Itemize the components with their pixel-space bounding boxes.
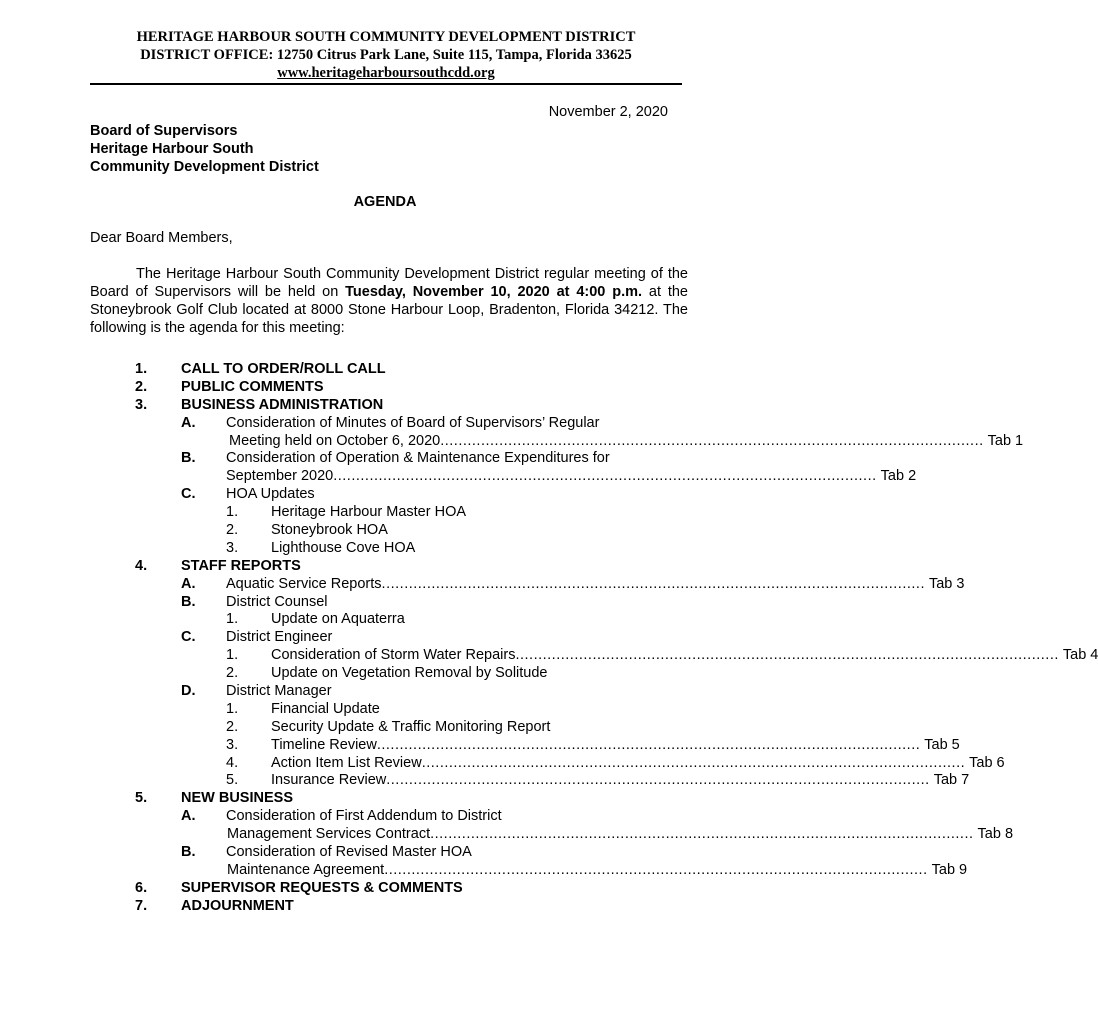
tab-reference: Tab 3	[928, 575, 965, 592]
tab-reference: Tab 5	[924, 736, 960, 753]
subitem-letter: B.	[181, 844, 196, 861]
agenda-subitem	[0, 808, 770, 826]
agenda-item	[0, 880, 770, 898]
tab-reference: Tab 8	[977, 826, 1014, 843]
addressee-line: Heritage Harbour South	[90, 141, 254, 157]
agenda-subsubitem	[0, 522, 770, 540]
subitem-letter: B.	[181, 593, 196, 610]
subitem-text: Consideration of Minutes of Board of Supervisors’ Regular	[226, 414, 600, 431]
agenda-subitem	[0, 683, 770, 701]
leader-dots: ........................................................................................................................	[333, 468, 877, 485]
agenda-subitem-continued	[0, 826, 1014, 844]
agenda-subitem	[0, 415, 770, 433]
item-number: 6.	[135, 879, 148, 896]
district-office-address: DISTRICT OFFICE: 12750 Citrus Park Lane, Suite 115, Tampa, Florida 33625	[140, 47, 632, 63]
subsubitem-text: Update on Aquaterra	[271, 611, 405, 628]
agenda-item	[0, 558, 770, 576]
agenda-subsubitem	[0, 540, 770, 558]
agenda-item	[0, 898, 770, 916]
item-number: 3.	[135, 396, 148, 413]
agenda-subitem-continued	[0, 432, 1024, 451]
subsubitem-number: 1.	[226, 647, 239, 664]
subsubitem-number: 2.	[226, 665, 239, 682]
leader-dots: ........................................................................................................................	[376, 736, 921, 753]
item-number: 5.	[135, 790, 148, 807]
item-number: 2.	[135, 378, 148, 395]
agenda-subitem-continued	[0, 861, 968, 880]
subsubitem-number: 2.	[226, 522, 239, 539]
letter-date: November 2, 2020	[548, 104, 668, 120]
item-number: 1.	[135, 361, 148, 377]
agenda-subsubitem	[0, 647, 1098, 665]
subitem-letter: C.	[181, 629, 196, 646]
agenda-subitem	[0, 575, 965, 594]
agenda-subsubitem	[0, 736, 960, 755]
subitem-text: Meeting held on October 6, 2020	[229, 432, 441, 449]
agenda-heading: AGENDA	[353, 194, 417, 210]
letterhead-divider	[90, 83, 682, 85]
leader-dots: ........................................................................................................................	[440, 432, 984, 449]
subitem-letter: A.	[181, 808, 196, 825]
agenda-item	[0, 379, 770, 397]
agenda-subsubitem	[0, 611, 770, 629]
subitem-text: September 2020	[226, 468, 334, 485]
subsubitem-number: 1.	[226, 504, 239, 521]
subsubitem-text: Timeline Review	[271, 736, 377, 753]
subitem-text: Consideration of Operation & Maintenance Expenditures for	[226, 450, 610, 467]
subsubitem-number: 1.	[226, 700, 239, 717]
subsubitem-number: 3.	[226, 539, 239, 556]
subitem-text: Consideration of Revised Master HOA	[226, 844, 472, 861]
subitem-text: Consideration of First Addendum to District	[226, 808, 502, 825]
subsubitem-text: Stoneybrook HOA	[271, 522, 388, 539]
leader-dots: ........................................................................................................................	[421, 754, 966, 771]
agenda-subitem	[0, 486, 770, 504]
agenda-subitem-continued	[0, 468, 917, 486]
subsubitem-text: Update on Vegetation Removal by Solitude	[271, 665, 548, 682]
leader-dots: ........................................................................................................................	[515, 647, 1059, 664]
item-title: ADJOURNMENT	[181, 897, 294, 914]
subitem-text: Management Services Contract	[227, 826, 431, 843]
agenda-list	[0, 361, 1098, 916]
subsubitem-number: 2.	[226, 718, 239, 735]
subsubitem-number: 5.	[226, 772, 239, 789]
item-title: NEW BUSINESS	[181, 790, 293, 807]
agenda-item	[0, 790, 770, 808]
subsubitem-text: Action Item List Review	[271, 754, 422, 771]
item-number: 4.	[135, 557, 148, 574]
item-number: 7.	[135, 897, 148, 914]
intro-paragraph	[90, 265, 688, 337]
subsubitem-text: Insurance Review	[271, 772, 387, 789]
subsubitem-number: 3.	[226, 736, 239, 753]
leader-dots: ........................................................................................................................	[430, 826, 974, 843]
tab-reference: Tab 6	[969, 754, 1005, 771]
item-title: CALL TO ORDER/ROLL CALL	[181, 361, 386, 377]
subitem-text: District Manager	[226, 683, 332, 700]
agenda-subsubitem	[0, 719, 770, 737]
district-website-link[interactable]: www.heritageharboursouthcdd.org	[277, 65, 495, 81]
item-title: BUSINESS ADMINISTRATION	[181, 396, 384, 413]
tab-reference: Tab 9	[931, 861, 968, 878]
addressee-line: Board of Supervisors	[90, 123, 238, 139]
intro-text-continued: at the Stoneybrook Golf Club located at 8000 Stone Harbour Loop, Bradenton, Florida 34212. The following is the agenda for this meeting:	[90, 284, 688, 336]
addressee-line: Community Development District	[90, 159, 319, 175]
agenda-subitem	[0, 594, 770, 612]
subsubitem-text: Security Update & Traffic Monitoring Report	[271, 718, 551, 735]
subitem-text: Maintenance Agreement	[227, 861, 385, 878]
subitem-letter: D.	[181, 683, 196, 700]
item-title: PUBLIC COMMENTS	[181, 378, 324, 395]
meeting-datetime: Tuesday, November 10, 2020 at 4:00 p.m.	[345, 284, 643, 300]
leader-dots: ........................................................................................................................	[386, 772, 930, 789]
item-title: STAFF REPORTS	[181, 557, 301, 574]
agenda-item	[0, 361, 770, 379]
agenda-subitem	[0, 629, 770, 647]
item-title: SUPERVISOR REQUESTS & COMMENTS	[181, 879, 463, 896]
district-name: HERITAGE HARBOUR SOUTH COMMUNITY DEVELOPMENT DISTRICT	[136, 29, 636, 45]
subsubitem-number: 1.	[226, 611, 239, 628]
agenda-subsubitem	[0, 504, 770, 522]
subsubitem-text: Lighthouse Cove HOA	[271, 539, 416, 556]
agenda-item	[0, 397, 770, 415]
subsubitem-text: Consideration of Storm Water Repairs	[271, 647, 516, 664]
tab-reference: Tab 2	[880, 468, 917, 485]
leader-dots: ........................................................................................................................	[381, 575, 925, 592]
agenda-subitem	[0, 450, 770, 468]
subsubitem-text: Financial Update	[271, 700, 380, 717]
tab-reference: Tab 7	[933, 772, 970, 789]
subitem-letter: A.	[181, 414, 196, 431]
agenda-subitem	[0, 844, 770, 862]
subitem-letter: A.	[181, 575, 196, 592]
tab-reference: Tab 1	[987, 432, 1024, 449]
salutation: Dear Board Members,	[90, 230, 233, 246]
subsubitem-text: Heritage Harbour Master HOA	[271, 504, 467, 521]
subitem-text: District Engineer	[226, 629, 333, 646]
leader-dots: ........................................................................................................................	[384, 861, 928, 878]
subitem-text: HOA Updates	[226, 486, 315, 503]
subitem-letter: B.	[181, 450, 196, 467]
intro-text: The Heritage Harbour South Community Development District regular meeting of the Board of Supervisors will be held on	[90, 266, 688, 300]
subsubitem-number: 4.	[226, 754, 239, 771]
tab-reference: Tab 4	[1062, 647, 1098, 664]
agenda-subsubitem	[0, 754, 1005, 773]
addressee-block	[90, 122, 319, 176]
subitem-letter: C.	[181, 486, 196, 503]
letterhead	[90, 28, 682, 82]
agenda-subsubitem	[0, 701, 770, 719]
agenda-subsubitem	[0, 772, 970, 790]
subitem-text: Aquatic Service Reports	[226, 575, 382, 592]
agenda-subsubitem	[0, 665, 770, 683]
subitem-text: District Counsel	[226, 593, 328, 610]
